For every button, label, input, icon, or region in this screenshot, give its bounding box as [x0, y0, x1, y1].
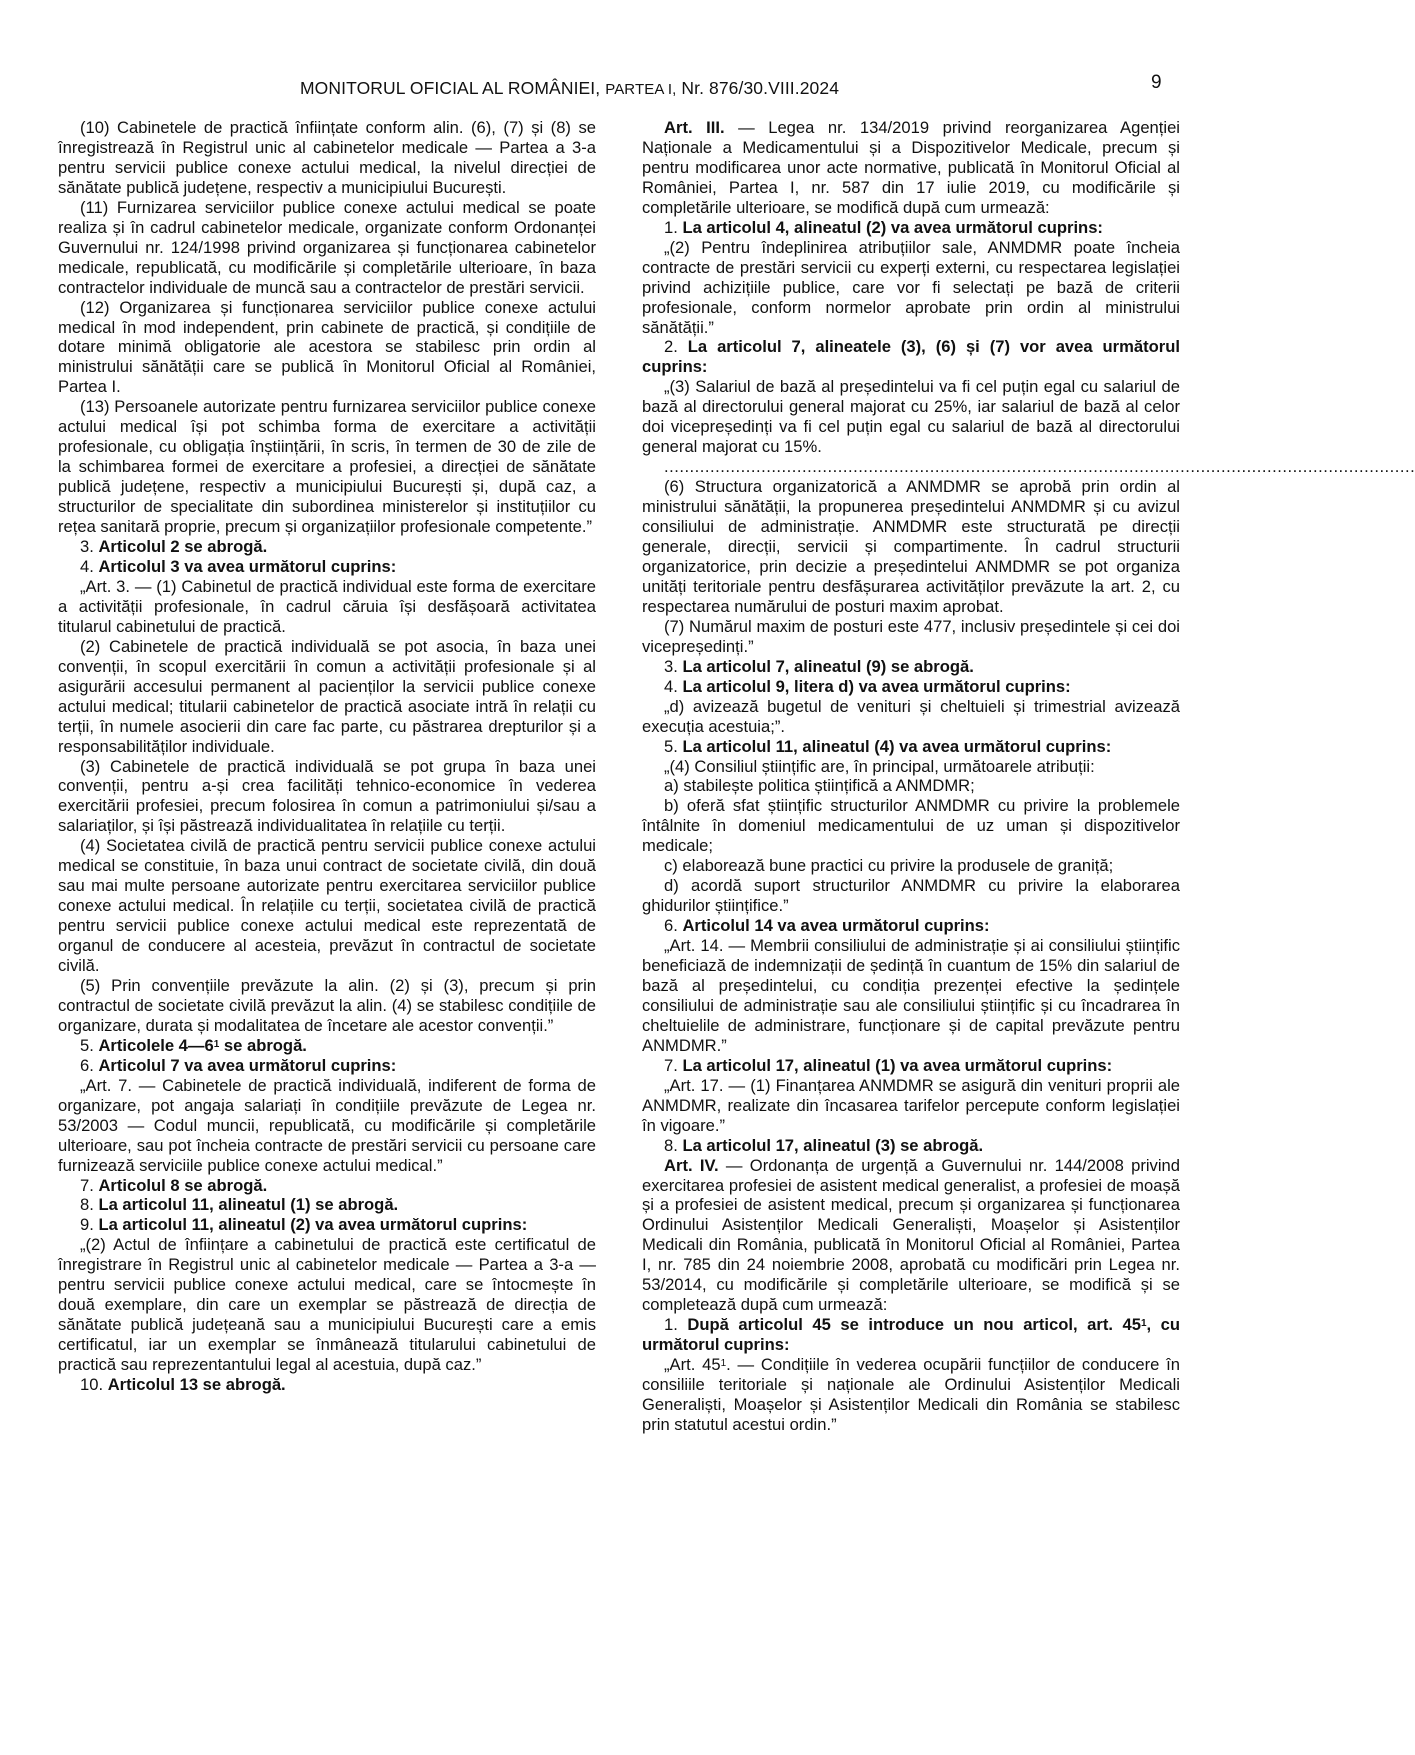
paragraph-text: . — Condițiile în vederea ocupării funcțiilor de conducere în consiliile teritoriale și naționale ale Ordinului Asistenților Medicali Generaliști, Moașelor și Asistenților Medicali din România se stabilesc prin statutul acestui ordin.”	[642, 1355, 1180, 1434]
paragraph-text: „Art. 7. — Cabinetele de practică individuală, indiferent de forma de organizare, pot angaja salariați în condițiile prevăzute de Legea nr. 53/2003 — Codul muncii, republicată, cu modificările și completările ulterioare, sau pot încheia contracte de prestări servicii cu persoane care furnizează serviciile publice conexe actului medical.”	[58, 1075, 596, 1175]
paragraph	[58, 557, 596, 577]
paragraph	[58, 1195, 596, 1215]
item-number: 7.	[80, 1175, 99, 1195]
paragraph	[58, 1375, 596, 1395]
item-number: 2.	[664, 337, 688, 357]
paragraph	[642, 118, 1180, 218]
bold-heading: Articolele 4—6	[98, 1035, 214, 1055]
left-column	[58, 118, 596, 1395]
publication-title	[300, 78, 839, 99]
paragraph-text-start: „Art. 45	[664, 1355, 721, 1375]
paragraph	[642, 757, 1180, 777]
paragraph	[642, 936, 1180, 1056]
bold-heading: La articolul 4, alineatul (2) va avea următorul cuprins:	[682, 217, 1103, 237]
paragraph	[642, 1355, 1180, 1435]
bold-heading: Articolul 8 se abrogă.	[98, 1175, 268, 1195]
superscript: 1	[213, 1038, 220, 1050]
paragraph	[642, 796, 1180, 856]
paragraph-text: (4) Societatea civilă de practică pentru servicii publice conexe actului medical se constituie, în baza unui contract de societate civilă, din două sau mai multe persoane autorizate pentru exercitarea serviciilor publice conexe actului medical. În relațiile cu terții, societatea civilă de practică pentru servicii publice conexe actului medical este reprezentată de organul de conducere al acesteia, prevăzut în contractul de societate civilă.	[58, 836, 596, 976]
paragraph-text: „(4) Consiliul științific are, în principal, următoarele atribuții:	[664, 756, 1095, 776]
paragraph	[58, 637, 596, 757]
paragraph	[642, 1056, 1180, 1076]
paragraph	[642, 1076, 1180, 1136]
paragraph	[58, 577, 596, 637]
paragraph	[58, 976, 596, 1036]
item-number: 1.	[664, 1315, 688, 1335]
item-number: 4.	[80, 556, 99, 576]
paragraph-text: „Art. 14. — Membrii consiliului de administrație și ai consiliului științific beneficiază de indemnizații de ședință în cuantum de 15% din salariul de bază al președintelui, cu condiția prezenței efective la ședințele consiliului de administrație sau ale consiliului științific și cu încadrarea în cheltuielile de administrare, funcționare și de capital prevăzute pentru ANMDMR.”	[642, 936, 1180, 1055]
item-number: 7.	[664, 1055, 683, 1075]
paragraph	[642, 238, 1180, 338]
bold-heading: Articolul 13 se abrogă.	[107, 1375, 286, 1395]
bold-heading: Art. IV.	[664, 1155, 719, 1175]
bold-heading: După articolul 45 se introduce un nou articol, art. 45	[687, 1315, 1141, 1335]
paragraph	[58, 1235, 596, 1375]
paragraph	[642, 737, 1180, 757]
bold-heading: Articolul 3 va avea următorul cuprins:	[98, 556, 397, 576]
paragraph-text: (7) Numărul maxim de posturi este 477, inclusiv președintele și cei doi vicepreședinți.”	[642, 616, 1180, 656]
paragraph	[642, 1136, 1180, 1156]
paragraph-text: (10) Cabinetele de practică înființate conform alin. (6), (7) și (8) se înregistrează în Registrul unic al cabinetelor medicale — Partea a 3-a pentru servicii publice conexe actului medical, la nivelul direcției de sănătate publică județene, respectiv a municipiului București.	[58, 118, 596, 197]
paragraph-text: d) acordă suport structurilor ANMDMR cu privire la elaborarea ghidurilor științifice.”	[642, 876, 1180, 916]
bold-heading: Articolul 2 se abrogă.	[98, 537, 268, 557]
bold-heading: Art. III.	[664, 118, 725, 137]
bold-heading: Articolul 14 va avea următorul cuprins:	[682, 916, 990, 936]
paragraph	[58, 118, 596, 198]
title-main: MONITORUL OFICIAL AL ROMÂNIEI,	[300, 78, 601, 98]
bold-heading: La articolul 17, alineatul (3) se abrogă.	[682, 1135, 984, 1155]
bold-heading: La articolul 11, alineatul (4) va avea următorul cuprins:	[682, 736, 1112, 756]
paragraph-text: „Art. 3. — (1) Cabinetul de practică individual este forma de exercitare a activității profesionale, în cadrul căruia își desfășoară activitatea titularul cabinetului de practică.	[58, 576, 596, 636]
paragraph	[642, 1156, 1180, 1316]
paragraph-text: a) stabilește politica științifică a ANMDMR;	[664, 776, 975, 796]
paragraph	[642, 657, 1180, 677]
bold-heading: La articolul 7, alineatul (9) se abrogă.	[682, 656, 974, 676]
bold-heading-cont: , cu următorul cuprins:	[642, 1315, 1180, 1355]
paragraph	[58, 537, 596, 557]
paragraph	[642, 477, 1180, 617]
page-header	[0, 72, 1240, 102]
bold-heading: La articolul 11, alineatul (1) se abrogă.	[98, 1195, 399, 1215]
paragraph-text: — Legea nr. 134/2019 privind reorganizarea Agenției Naționale a Medicamentului și a Dispozitivelor Medicale, precum și pentru modificarea unor acte normative, publicată în Monitorul Oficial al României, Partea I, nr. 587 din 17 iulie 2019, cu modificările și completările ulterioare, se modifică după cum urmează:	[642, 118, 1180, 217]
paragraph	[58, 198, 596, 298]
paragraph-text: „d) avizează bugetul de venituri și cheltuieli și trimestrial avizează execuția acestuia;”.	[642, 696, 1180, 736]
paragraph-text: „(2) Pentru îndeplinirea atribuțiilor sale, ANMDMR poate încheia contracte de prestări servicii cu experți externi, cu respectarea legislației privind achizițiile publice, care vor fi selectați pe bază de criterii profesionale, conform normelor aprobate prin ordin al ministrului sănătății.”	[642, 237, 1180, 337]
bold-heading: Articolul 7 va avea următorul cuprins:	[98, 1055, 397, 1075]
superscript: 1	[720, 1358, 727, 1370]
bold-heading: La articolul 7, alineatele (3), (6) și (7) vor avea următorul cuprins:	[642, 337, 1180, 377]
paragraph-text: „Art. 17. — (1) Finanțarea ANMDMR se asigură din venituri proprii ale ANMDMR, realizate din încasarea tarifelor percepute conform legislației în vigoare.”	[642, 1075, 1180, 1135]
ellipsis-separator: ...................................................................................................................................................	[664, 457, 1415, 477]
item-number: 3.	[80, 537, 99, 557]
paragraph-text: c) elaborează bune practici cu privire la produsele de graniță;	[664, 856, 1114, 876]
paragraph	[642, 1315, 1180, 1355]
item-number: 10.	[80, 1375, 108, 1395]
paragraph	[58, 757, 596, 837]
paragraph	[58, 1215, 596, 1235]
paragraph-text: „(3) Salariul de bază al președintelui va fi cel puțin egal cu salariul de bază al directorului general majorat cu 25%, iar salariul de bază al celor doi vicepreședinți va fi cel puțin egal cu salariul de bază al directorului general majorat cu 15%.	[642, 377, 1180, 457]
item-number: 1.	[664, 217, 683, 237]
paragraph	[642, 876, 1180, 916]
paragraph-text: (3) Cabinetele de practică individuală se pot grupa în baza unei convenții, pentru a-și crea facilități tehnico-economice în vederea exercitării profesiei, precum folosirea în comun a patrimoniului și/sau a salariaților, și își păstrează individualitatea în relațiile cu terții.	[58, 756, 596, 836]
item-number: 6.	[664, 916, 683, 936]
paragraph	[642, 916, 1180, 936]
paragraph	[642, 677, 1180, 697]
paragraph	[642, 776, 1180, 796]
paragraph-text: (5) Prin convențiile prevăzute la alin. (2) și (3), precum și prin contractul de societate civilă prevăzut la alin. (4) se stabilesc condițiile de organizare, durata și modalitatea de încetare ale acestor convenții.”	[58, 975, 596, 1035]
paragraph	[642, 617, 1180, 657]
item-number: 4.	[664, 676, 683, 696]
paragraph	[58, 397, 596, 537]
paragraph	[642, 856, 1180, 876]
paragraph	[642, 337, 1180, 377]
bold-heading: La articolul 17, alineatul (1) va avea următorul cuprins:	[682, 1055, 1113, 1075]
item-number: 5.	[80, 1035, 99, 1055]
paragraph-text: (13) Persoanele autorizate pentru furnizarea serviciilor publice conexe actului medical își pot schimba forma de exercitare a activității profesionale, cu obligația înștiințării, în scris, în termen de 30 de zile de la schimbarea formei de exercitare a profesiei, a direcției de sănătate publică județene, respectiv a municipiului București și, după caz, a structurilor de specialitate din subordinea ministerelor și instituțiilor cu rețea sanitară proprie, precum și organizațiilor profesionale competente.”	[58, 397, 596, 537]
item-number: 6.	[80, 1055, 99, 1075]
item-number: 8.	[664, 1135, 683, 1155]
bold-heading: La articolul 9, litera d) va avea următorul cuprins:	[682, 676, 1071, 696]
paragraph-text: „(2) Actul de înființare a cabinetului de practică este certificatul de înregistrare în Registrul unic al cabinetelor medicale — Partea a 3-a — pentru servicii publice conexe actului medical, care se întocmește în două exemplare, din care un exemplar se păstrează de direcția de sănătate publică județeană sau a municipiului București care a emis certificatul, iar un exemplar se înmânează titularului cabinetului de practică sau reprezentantului legal al acestuia, după caz.”	[58, 1235, 596, 1375]
paragraph-text: (2) Cabinetele de practică individuală se pot asocia, în baza unei convenții, în scopul exercitării în comun a activității profesionale și al asigurării accesului permanent al pacienților la servicii publice conexe actului medical; titularii cabinetelor de practică asociate intră în relații cu terții, în numele asocierii din care fac parte, cu păstrarea drepturilor și a responsabilităților individuale.	[58, 636, 596, 756]
paragraph-text: (6) Structura organizatorică a ANMDMR se aprobă prin ordin al ministrului sănătății, la propunerea președintelui ANMDMR și cu avizul consiliului de administrație. ANMDMR este structurată pe direcții generale, direcții, servicii și compartimente. În cadrul structurii organizatorice, prin decizie a președintelui ANMDMR se pot organiza unități teritoriale pentru desfășurarea activităților prevăzute la art. 2, cu respectarea numărului de posturi maxim aprobat.	[642, 477, 1180, 616]
item-number: 9.	[80, 1215, 99, 1235]
superscript: 1	[1140, 1318, 1147, 1330]
title-part: PARTEA I,	[605, 81, 677, 98]
item-number: 8.	[80, 1195, 99, 1215]
paragraph	[58, 298, 596, 398]
paragraph-text: — Ordonanța de urgență a Guvernului nr. 144/2008 privind exercitarea profesiei de asistent medical generalist, a profesiei de moașă și a profesiei de asistent medical, precum și organizarea și funcționarea Ordinului Asistenților Medicali Generaliști, Moașelor și Asistenților Medicali din România, publicată în Monitorul Oficial al României, Partea I, nr. 785 din 24 noiembrie 2008, aprobată cu modificări prin Legea nr. 53/2014, cu modificările și completările ulterioare, se modifică și se completează după cum urmează:	[642, 1155, 1180, 1315]
item-number: 3.	[664, 656, 683, 676]
right-column	[642, 118, 1415, 1435]
bold-heading-cont: se abrogă.	[219, 1035, 307, 1055]
bold-heading: La articolul 11, alineatul (2) va avea următorul cuprins:	[98, 1215, 528, 1235]
paragraph	[58, 1056, 596, 1076]
paragraph-text: (12) Organizarea și funcționarea serviciilor publice conexe actului medical în mod independent, prin cabinete de practică, și condițiile de dotare minimă obligatorie ale acestora se stabilesc prin ordin al ministrului sănătății care se publică în Monitorul Oficial al României, Partea I.	[58, 297, 596, 397]
paragraph	[58, 836, 596, 976]
paragraph	[58, 1076, 596, 1176]
paragraph	[642, 218, 1180, 238]
paragraph	[58, 1176, 596, 1196]
paragraph	[642, 697, 1180, 737]
page-number: 9	[1151, 72, 1162, 93]
item-number: 5.	[664, 736, 683, 756]
paragraph	[642, 377, 1180, 457]
title-issue: Nr. 876/30.VIII.2024	[681, 78, 840, 98]
paragraph-text: (11) Furnizarea serviciilor publice conexe actului medical se poate realiza și în cadrul cabinetelor medicale, organizate conform Ordonanței Guvernului nr. 124/1998 privind organizarea și funcționarea cabinetelor medicale, republicată, cu modificările și completările ulterioare, în baza contractelor individuale de muncă sau a contractelor de prestări servicii.	[58, 197, 596, 297]
paragraph-text: b) oferă sfat științific structurilor ANMDMR cu privire la problemele întâlnite în domeniul medicamentului de uz uman și dispozitivelor medicale;	[642, 796, 1180, 856]
paragraph	[58, 1036, 596, 1056]
